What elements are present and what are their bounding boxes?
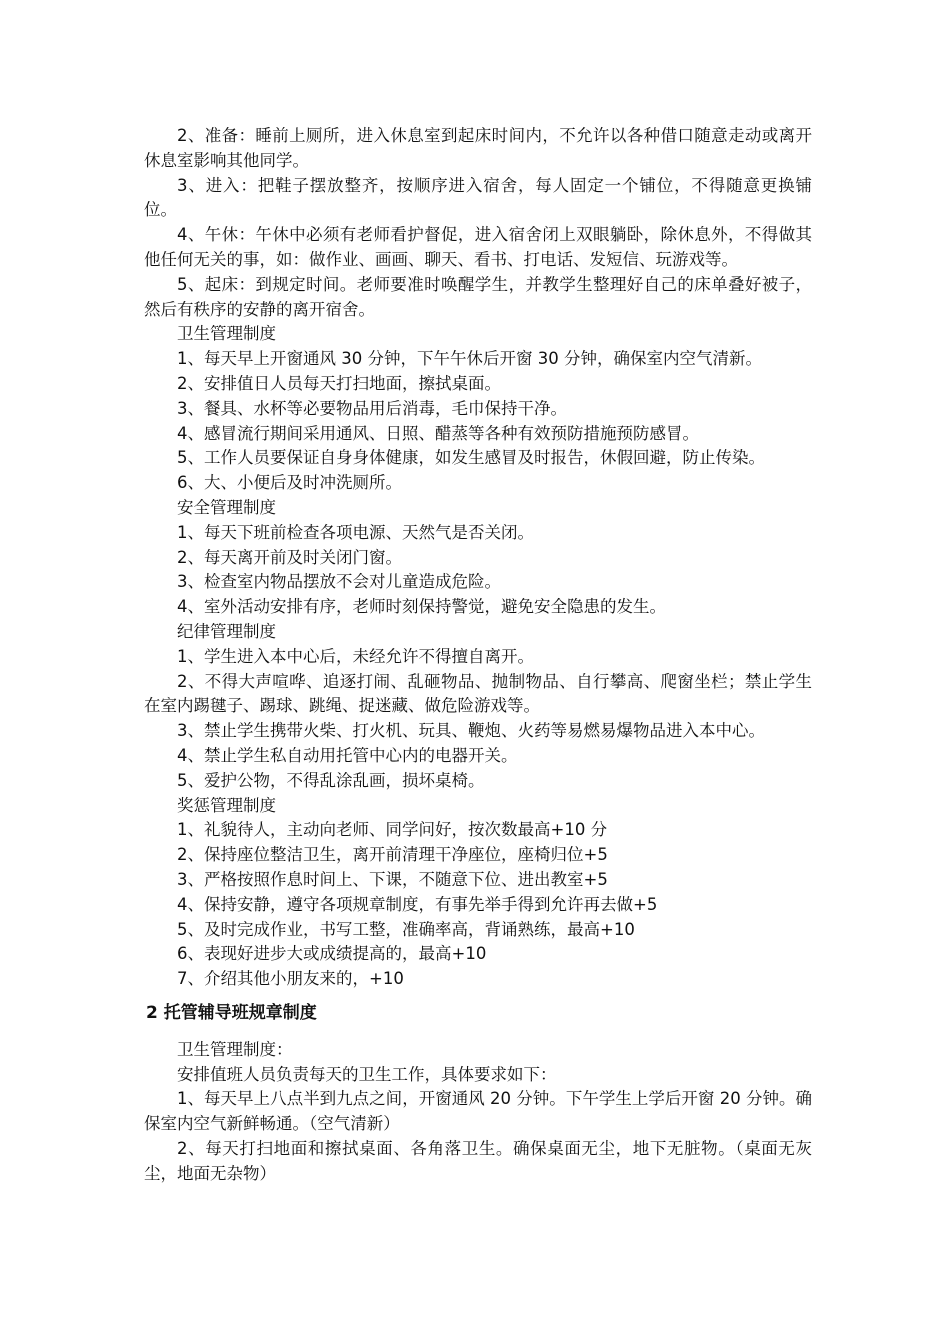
paragraph: 2、每天离开前及时关闭门窗。	[177, 547, 402, 567]
paragraph: 2、不得大声喧哗、追逐打闹、乱砸物品、抛制物品、自行攀高、爬窗坐栏；禁止学生在室内踢毽子、踢球、跳绳、捉迷藏、做危险游戏等。	[144, 671, 812, 716]
paragraph: 5、起床：到规定时间。老师要准时唤醒学生，并教学生整理好自己的床单叠好被子，然后有秩序的安静的离开宿舍。	[144, 274, 812, 319]
paragraph: 4、室外活动安排有序，老师时刻保持警觉，避免安全隐患的发生。	[177, 597, 666, 617]
paragraph: 4、感冒流行期间采用通风、日照、醋蒸等各种有效预防措施预防感冒。	[177, 423, 699, 443]
paragraph: 纪律管理制度	[177, 621, 276, 641]
paragraph: 4、午休：午休中必须有老师看护督促，进入宿舍闭上双眼躺卧，除休息外，不得做其他任何无关的事，如：做作业、画画、聊天、看书、打电话、发短信、玩游戏等。	[144, 225, 812, 269]
paragraph: 2、准备：睡前上厕所，进入休息室到起床时间内，不允许以各种借口随意走动或离开休息室影响其他同学。	[144, 126, 812, 170]
paragraph: 3、禁止学生携带火柴、打火机、玩具、鞭炮、火药等易燃易爆物品进入本中心。	[177, 721, 765, 741]
paragraph: 卫生管理制度：	[177, 1039, 293, 1059]
paragraph: 3、检查室内物品摆放不会对儿童造成危险。	[177, 572, 501, 592]
document-body	[144, 124, 812, 1187]
paragraph: 安全管理制度	[177, 497, 276, 517]
paragraph: 1、每天早上开窗通风 30 分钟，下午午休后开窗 30 分钟，确保室内空气清新。	[177, 349, 762, 369]
paragraph: 7、介绍其他小朋友来的，+10	[177, 969, 404, 989]
paragraph: 3、严格按照作息时间上、下课，不随意下位、进出教室+5	[177, 869, 608, 889]
paragraph: 1、礼貌待人，主动向老师、同学问好，按次数最高+10 分	[177, 820, 608, 840]
paragraph: 5、工作人员要保证自身身体健康，如发生感冒及时报告，休假回避，防止传染。	[177, 448, 765, 468]
paragraph: 4、保持安静，遵守各项规章制度，有事先举手得到允许再去做+5	[177, 894, 658, 914]
paragraph: 安排值班人员负责每天的卫生工作，具体要求如下：	[177, 1064, 557, 1084]
paragraph: 2、保持座位整洁卫生，离开前清理干净座位，座椅归位+5	[177, 845, 608, 865]
paragraph: 卫生管理制度	[177, 324, 276, 344]
paragraph: 4、禁止学生私自动用托管中心内的电器开关。	[177, 745, 518, 765]
paragraph: 5、爱护公物，不得乱涂乱画，损坏桌椅。	[177, 770, 485, 790]
section-heading: 2 托管辅导班规章制度	[146, 1002, 317, 1023]
paragraph: 5、及时完成作业，书写工整，准确率高，背诵熟练，最高+10	[177, 919, 635, 939]
paragraph: 奖惩管理制度	[177, 795, 276, 815]
paragraph: 1、每天早上八点半到九点之间，开窗通风 20 分钟。下午学生上学后开窗 20 分钟。确保室内空气新鲜畅通。（空气清新）	[144, 1089, 812, 1134]
paragraph: 6、大、小便后及时冲洗厕所。	[177, 473, 402, 493]
paragraph: 3、餐具、水杯等必要物品用后消毒，毛巾保持干净。	[177, 398, 567, 418]
paragraph: 1、学生进入本中心后，未经允许不得擅自离开。	[177, 646, 534, 666]
paragraph: 6、表现好进步大或成绩提高的，最高+10	[177, 944, 487, 964]
paragraph: 1、每天下班前检查各项电源、天然气是否关闭。	[177, 522, 534, 542]
paragraph: 3、进入：把鞋子摆放整齐，按顺序进入宿舍，每人固定一个铺位，不得随意更换铺位。	[144, 175, 812, 220]
paragraph: 2、安排值日人员每天打扫地面，擦拭桌面。	[177, 373, 501, 393]
rules-section-1	[144, 124, 812, 992]
paragraph: 2、每天打扫地面和擦拭桌面、各角落卫生。确保桌面无尘，地下无脏物。（桌面无灰尘，地面无杂物）	[144, 1139, 812, 1183]
rules-section-2	[144, 1038, 812, 1187]
